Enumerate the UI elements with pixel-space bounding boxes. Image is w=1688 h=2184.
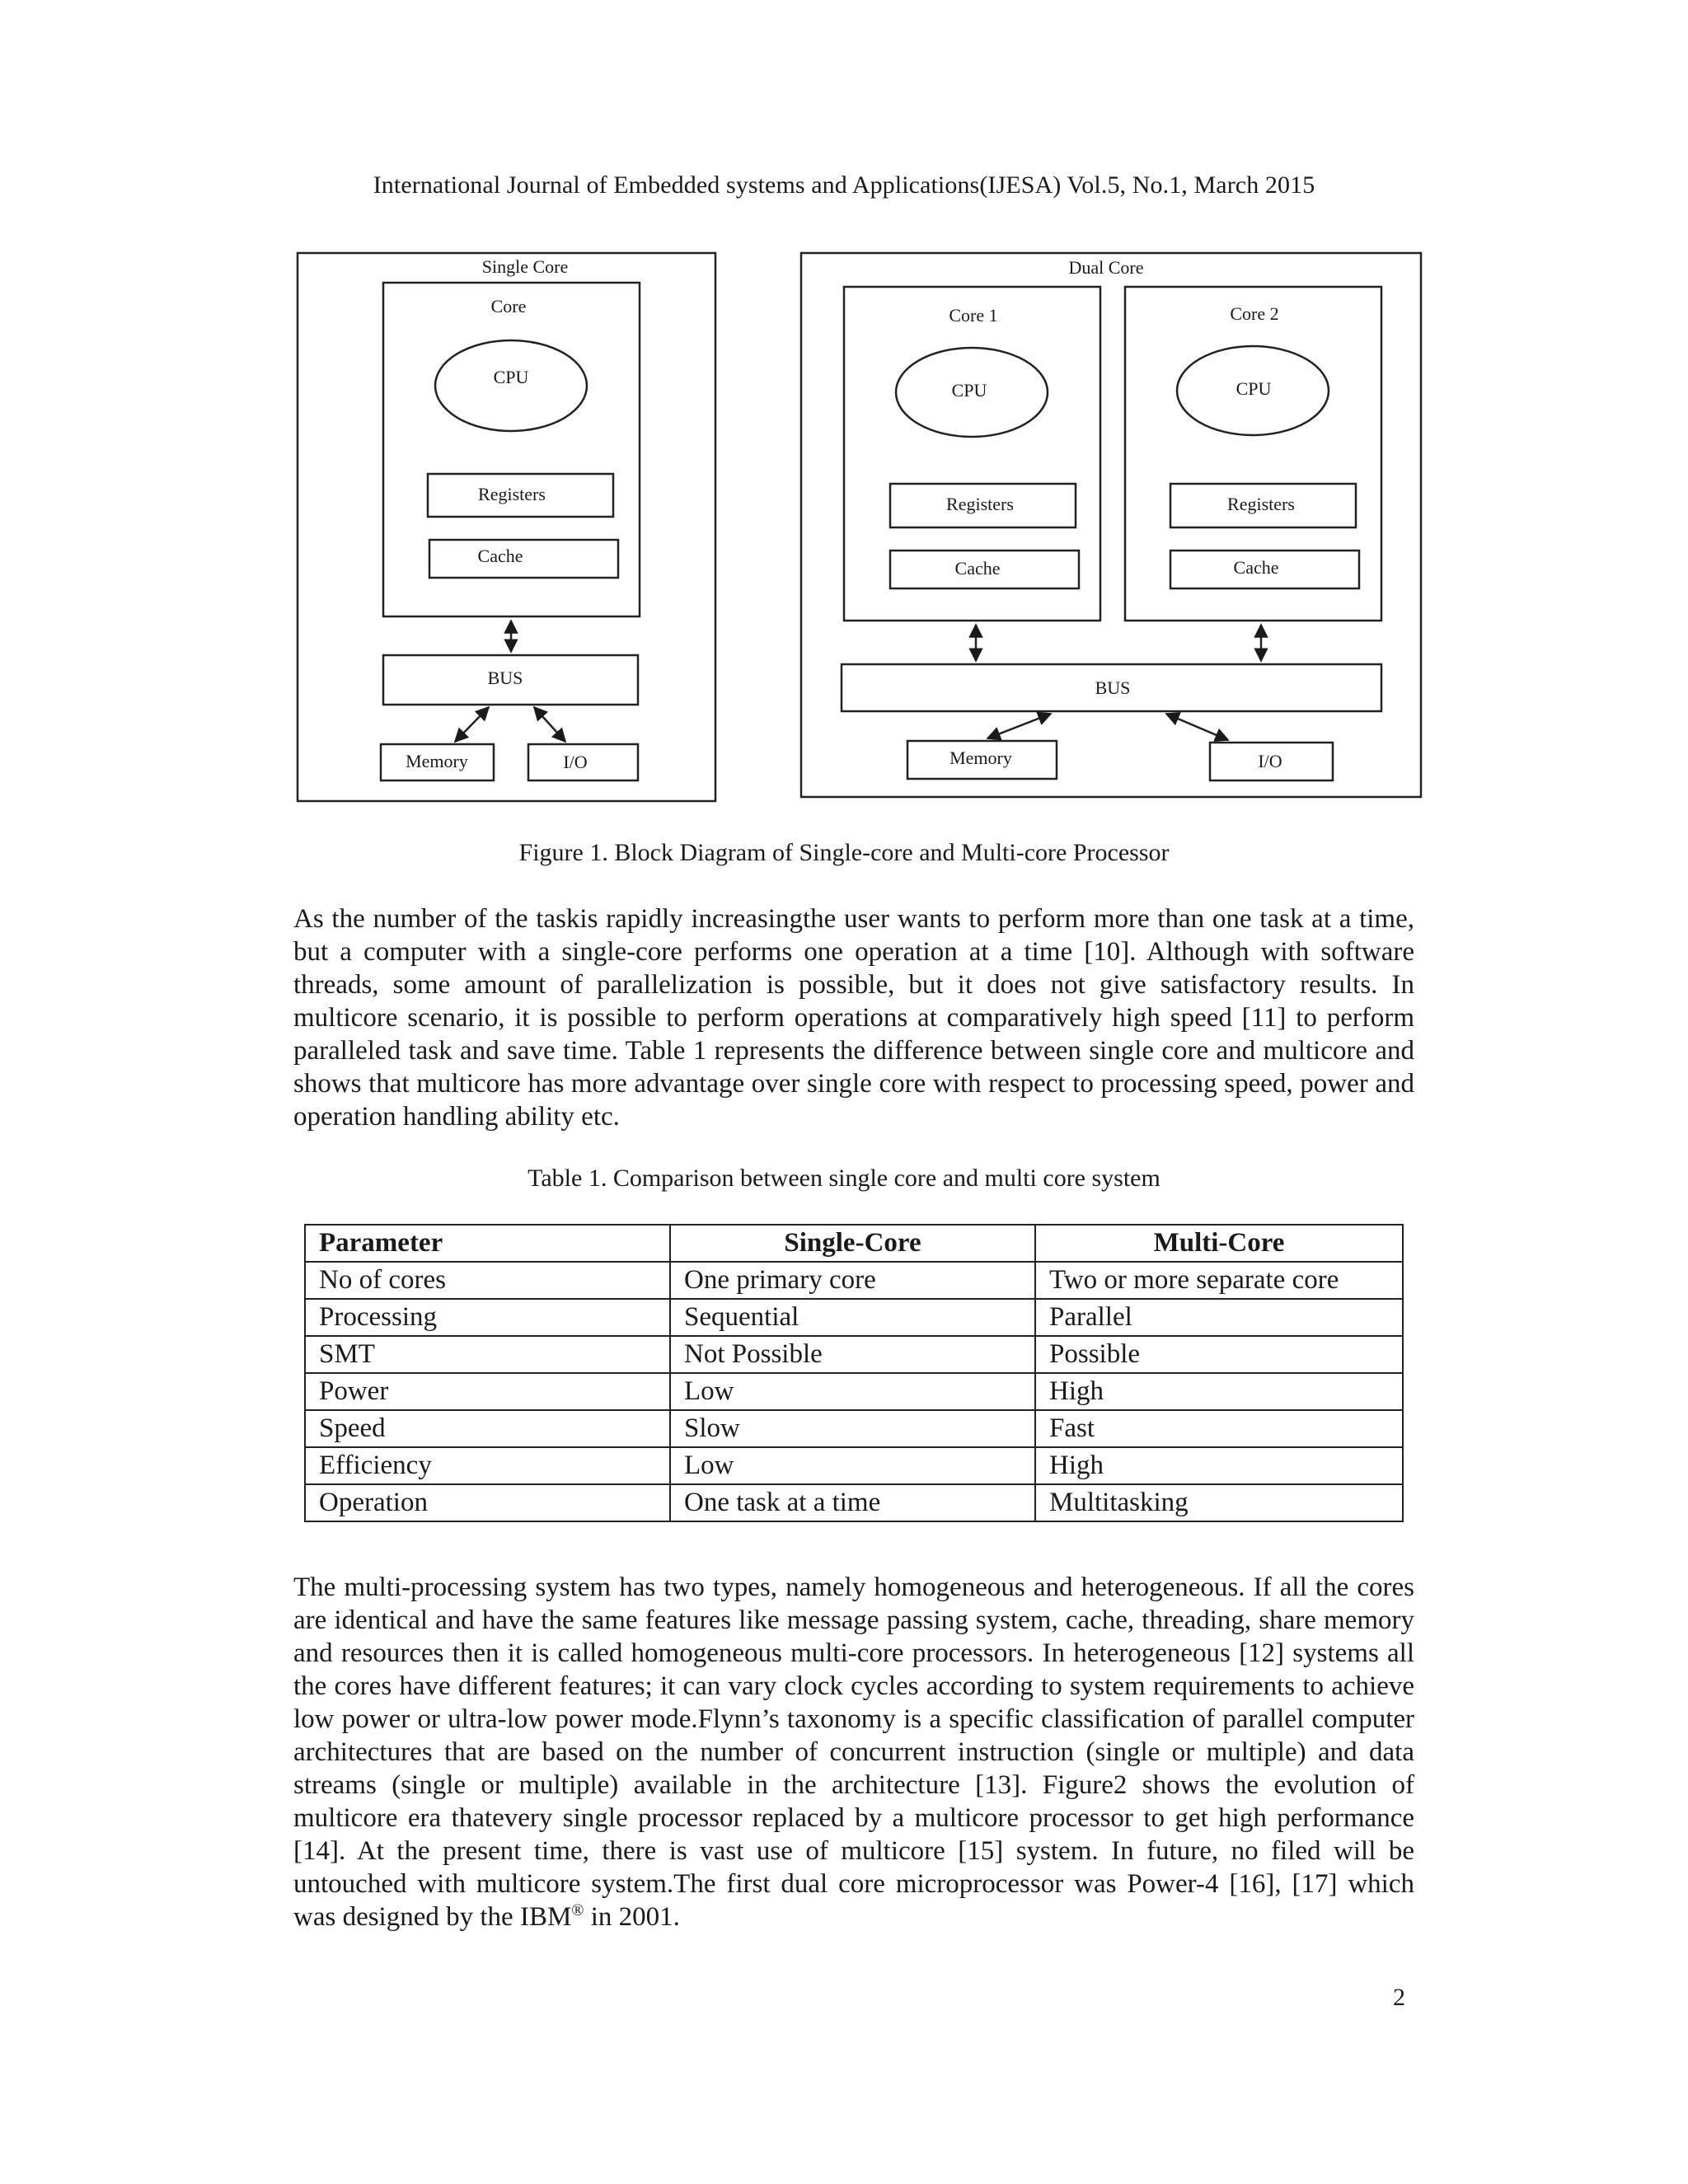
dual-cache1-label: Cache (954, 558, 1001, 579)
ibm-text: IBM (519, 1902, 572, 1932)
dual-io-label: I/O (1258, 751, 1282, 771)
single-core-box (383, 283, 640, 616)
paragraph-2 (293, 1571, 1414, 1933)
dual-cpu1-label: CPU (951, 380, 987, 401)
table-cell: One primary core (670, 1262, 1035, 1299)
dual-cpu2-label: CPU (1236, 378, 1272, 399)
single-bus-memory-arrow (455, 707, 489, 742)
single-core-label: Core (490, 296, 527, 316)
table-cell: Multitasking (1035, 1484, 1403, 1521)
single-io-label: I/O (563, 752, 588, 772)
table-cell: Low (670, 1373, 1035, 1410)
dual-core-title: Dual Core (1068, 257, 1144, 278)
table-cell: Sequential (670, 1299, 1035, 1336)
table-cell: Slow (670, 1410, 1035, 1447)
paragraph-1: As the number of the taskis rapidly increasingthe user wants to perform more than one task at a time, but a computer with a single-core performs one operation at a time [10]. Although with software threads, some amount of parallelization is possible, but it does not give satisfactory results. In multicore scenario, it is possible to perform operations at comparatively high speed [11] to perform paralleled task and save time. Table 1 represents the difference between single core and multicore and shows that multicore has more advantage over single core with respect to processing speed, power and operation handling ability etc. (293, 904, 1414, 1132)
figure-caption: Figure 1. Block Diagram of Single-core and Multi-core Processor (518, 839, 1170, 866)
table-cell: High (1035, 1373, 1403, 1410)
table-row (305, 1484, 1403, 1521)
table-cell: Low (670, 1447, 1035, 1484)
table-row (305, 1373, 1403, 1410)
table-cell: High (1035, 1447, 1403, 1484)
table-row (305, 1410, 1403, 1447)
table-row (305, 1262, 1403, 1299)
table-row (305, 1299, 1403, 1336)
table-cell: One task at a time (670, 1484, 1035, 1521)
table-header-cell: Multi-Core (1035, 1225, 1403, 1262)
table-header-cell: Single-Core (670, 1225, 1035, 1262)
paragraph-2-text: The multi-processing system has two types, namely homogeneous and heterogeneous. If all the cores are identical and have the same features like message passing system, cache, threading, share memory and resources then it is called homogeneous multi-core processors. In heterogeneous [12] systems all the cores have different features; it can vary clock cycles according to system requirements to achieve low power or ultra-low power mode.Flynn’s taxonomy is a specific classification of parallel computer architectures that are based on the number of concurrent instruction (single or multiple) and data streams (single or multiple) available in the architecture [13]. Figure2 shows the evolution of multicore era thatevery single processor replaced by a multicore processor to get high performance [14]. At the present time, there is vast use of multicore [15] system. In future, no filed will be untouched with multicore system.The first dual core microprocessor was Power-4 [16], [17] which was designed by the (293, 1572, 1414, 1932)
single-cache-label: Cache (477, 546, 523, 566)
table-cell: Not Possible (670, 1336, 1035, 1373)
single-bus-label: BUS (487, 668, 523, 688)
table-cell: Parallel (1035, 1299, 1403, 1336)
dual-bus-io-arrow (1166, 714, 1228, 740)
table-header-row (305, 1225, 1403, 1262)
paragraph-2-end: in 2001. (584, 1902, 680, 1932)
single-cpu-label: CPU (493, 367, 529, 387)
dual-core1-label: Core 1 (949, 305, 998, 326)
dual-registers2-label: Registers (1227, 494, 1295, 514)
dual-registers1-label: Registers (946, 494, 1014, 514)
comparison-table (304, 1224, 1404, 1522)
table-header-cell: Parameter (305, 1225, 670, 1262)
single-cache-box (429, 540, 618, 578)
running-header: International Journal of Embedded systems and Applications(IJESA) Vol.5, No.1, March 2015 (373, 171, 1315, 199)
single-core-panel (298, 253, 715, 801)
single-core-title: Single Core (481, 256, 569, 277)
dual-bus-label: BUS (1095, 677, 1131, 698)
single-bus-io-arrow (534, 707, 565, 742)
dual-bus-memory-arrow (987, 714, 1051, 738)
table-cell: Power (305, 1373, 670, 1410)
table-caption: Table 1. Comparison between single core and multi core system (528, 1165, 1160, 1192)
dual-core2-label: Core 2 (1230, 303, 1279, 324)
table-cell: Two or more separate core (1035, 1262, 1403, 1299)
figure-1-block-diagram (0, 0, 1688, 824)
table-cell: Operation (305, 1484, 670, 1521)
table-cell: Efficiency (305, 1447, 670, 1484)
single-registers-label: Registers (478, 484, 546, 504)
table-row (305, 1336, 1403, 1373)
page-number: 2 (1393, 1984, 1405, 2011)
registered-mark: ® (571, 1901, 584, 1919)
table-cell: Fast (1035, 1410, 1403, 1447)
dual-core-panel (801, 253, 1421, 797)
table-cell: Processing (305, 1299, 670, 1336)
table-cell: Speed (305, 1410, 670, 1447)
table-cell: Possible (1035, 1336, 1403, 1373)
table-cell: No of cores (305, 1262, 670, 1299)
dual-cache2-label: Cache (1233, 557, 1279, 578)
table-cell: SMT (305, 1336, 670, 1373)
dual-memory-label: Memory (950, 748, 1012, 768)
single-memory-label: Memory (406, 751, 468, 771)
table-row (305, 1447, 1403, 1484)
